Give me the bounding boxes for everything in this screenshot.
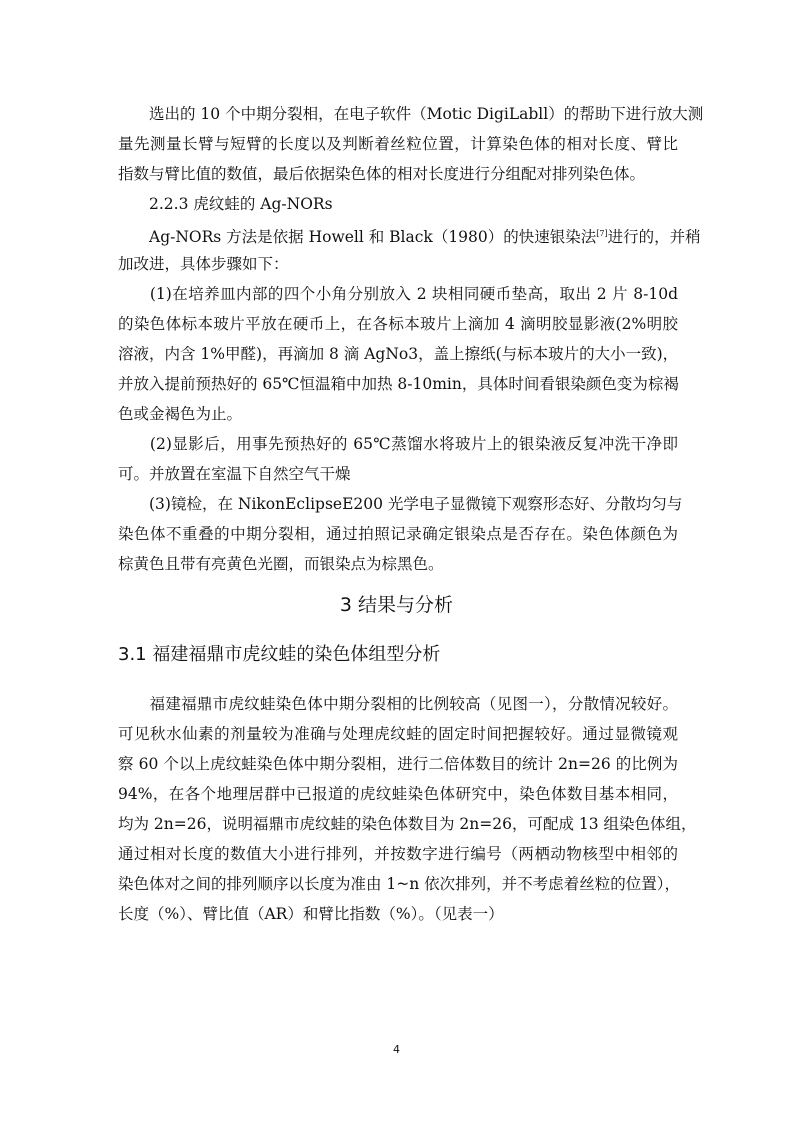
paragraph-line: 察 60 个以上虎纹蛙染色体中期分裂相，进行二倍体数目的统计 2n=26 的比例为 bbox=[118, 755, 678, 773]
paragraph-line: (2)显影后，用事先预热好的 65℃蒸馏水将玻片上的银染液反复冲洗干净即 bbox=[118, 435, 678, 453]
paragraph-line: 指数与臂比值的数值，最后依据染色体的相对长度进行分组配对排列染色体。 bbox=[118, 165, 646, 183]
paragraph-line: 通过相对长度的数值大小进行排列，并按数字进行编号（两栖动物核型中相邻的 bbox=[118, 845, 678, 863]
paragraph-line: 长度（%）、臂比值（AR）和臂比指数（%）。（见表一） bbox=[118, 905, 504, 923]
paragraph-text: 进行的，并稍 bbox=[607, 228, 701, 247]
paragraph-line: 量先测量长臂与短臂的长度以及判断着丝粒位置，计算染色体的相对长度、臂比 bbox=[118, 135, 678, 153]
paragraph-line: 可见秋水仙素的剂量较为准确与处理虎纹蛙的固定时间把握较好。通过显微镜观 bbox=[118, 725, 678, 743]
paragraph-line: 可。并放置在室温下自然空气干燥 bbox=[118, 465, 351, 483]
paragraph-line: (1)在培养皿内部的四个小角分别放入 2 块相同硬币垫高，取出 2 片 8-10d bbox=[118, 285, 678, 303]
paragraph-line: 均为 2n=26，说明福鼎市虎纹蛙的染色体数目为 2n=26，可配成 13 组染色体组， bbox=[118, 815, 697, 833]
paragraph-line: 94%，在各个地理居群中已报道的虎纹蛙染色体研究中，染色体数目基本相同， bbox=[118, 785, 678, 803]
page-number: 4 bbox=[393, 1043, 400, 1056]
paragraph-line: (3)镜检，在 NikonEclipseE200 光学电子显微镜下观察形态好、分散均匀与 bbox=[118, 495, 683, 513]
paragraph-line: 染色体对之间的排列顺序以长度为准由 1~n 依次排列，并不考虑着丝粒的位置）， bbox=[118, 875, 680, 893]
paragraph-line: 棕黄色且带有亮黄色光圈，而银染点为棕黑色。 bbox=[118, 555, 444, 573]
paragraph-line: 并放入提前预热好的 65℃恒温箱中加热 8-10min，具体时间看银染颜色变为棕褐 bbox=[118, 375, 679, 393]
section-heading: 3 结果与分析 bbox=[339, 594, 454, 616]
paragraph-line: 选出的 10 个中期分裂相，在电子软件（Motic DigiLabll）的帮助下进行放大测 bbox=[118, 105, 704, 123]
subsection-heading: 3.1 福建福鼎市虎纹蛙的染色体组型分析 bbox=[118, 644, 441, 665]
paragraph-text: Ag-NORs 方法是依据 Howell 和 Black（1980）的快速银染法 bbox=[118, 228, 597, 247]
paragraph-line: 溶液，内含 1%甲醛)，再滴加 8 滴 AgNo3，盖上擦纸(与标本玻片的大小一致)， bbox=[118, 345, 679, 363]
paragraph-line: 的染色体标本玻片平放在硬币上，在各标本玻片上滴加 4 滴明胶显影液(2%明胶 bbox=[118, 315, 678, 333]
subsection-heading-2-2-3: 2.2.3 虎纹蛙的 Ag-NORs bbox=[118, 195, 333, 213]
paragraph-line: 加改进，具体步骤如下： bbox=[118, 255, 289, 273]
paragraph-line: 色或金褐色为止。 bbox=[118, 405, 243, 423]
paragraph-line: 福建福鼎市虎纹蛙染色体中期分裂相的比例较高（见图一），分散情况较好。 bbox=[118, 695, 678, 713]
citation-ref: [7] bbox=[596, 229, 608, 238]
paragraph-line: 染色体不重叠的中期分裂相，通过拍照记录确定银染点是否存在。染色体颜色为 bbox=[118, 525, 678, 543]
paragraph-line-with-citation bbox=[118, 224, 701, 247]
